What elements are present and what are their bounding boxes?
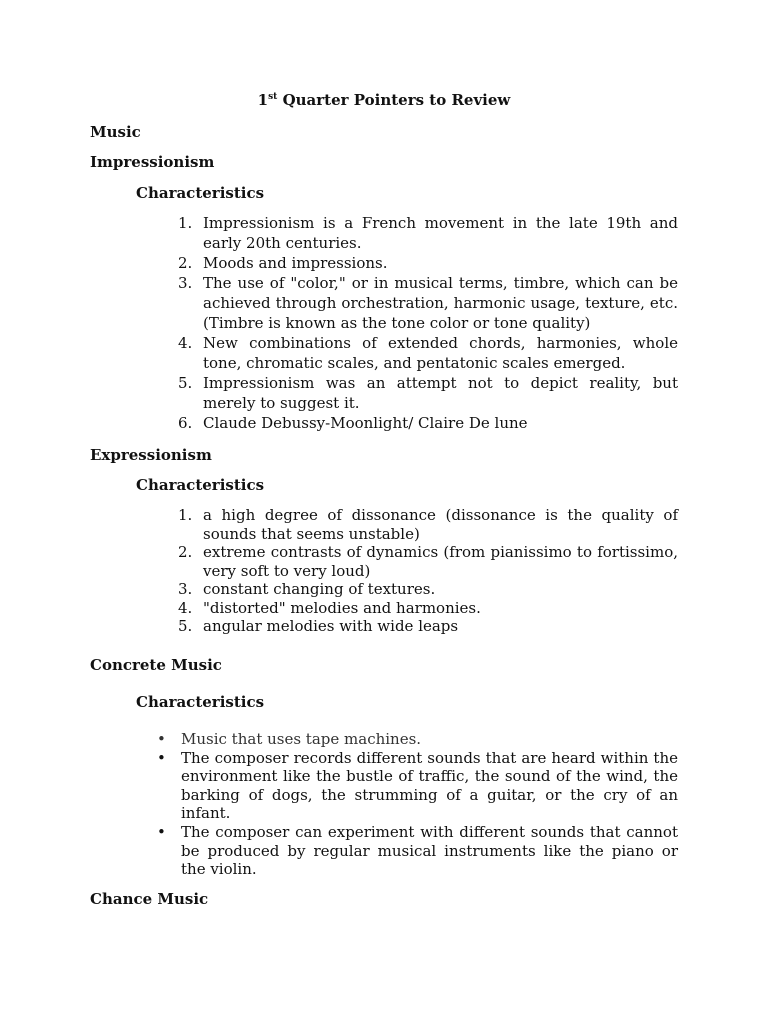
- expressionism-heading: Expressionism: [90, 446, 212, 464]
- subject-heading: Music: [90, 123, 141, 141]
- list-item: 1. Impressionism is a French movement in the late 19th and early 20th centuries.: [178, 214, 678, 252]
- list-item: 1. a high degree of dissonance (dissonance is the quality of sounds that seems unstable): [178, 506, 678, 543]
- list-item: 6. Claude Debussy-Moonlight/ Claire De lune: [178, 414, 528, 432]
- list-item: 4. "distorted" melodies and harmonies.: [178, 598, 481, 617]
- impressionism-characteristics-heading: Characteristics: [136, 184, 265, 202]
- bullet-icon: •: [157, 748, 166, 767]
- expressionism-characteristics-heading: Characteristics: [136, 476, 265, 494]
- list-item: • Music that uses tape machines.: [157, 730, 422, 748]
- concrete-heading: Concrete Music: [90, 656, 222, 674]
- concrete-characteristics-heading: Characteristics: [136, 693, 265, 711]
- expressionism-list: [178, 506, 678, 636]
- list-item: 5. Impressionism was an attempt not to depict reality, but merely to suggest it.: [178, 374, 678, 412]
- chance-heading: Chance Music: [90, 890, 209, 908]
- impressionism-list: [178, 213, 678, 433]
- list-item: 5. angular melodies with wide leaps: [178, 617, 459, 635]
- list-item: 3. constant changing of textures.: [178, 580, 436, 598]
- bullet-icon: •: [157, 730, 166, 748]
- impressionism-heading: Impressionism: [90, 153, 215, 171]
- list-item: 3. The use of "color," or in musical terms, timbre, which can be achieved through orchestration, harmonic usage, texture, etc. (Timbre is known as the tone color or tone quality): [178, 274, 678, 332]
- list-item: 2. extreme contrasts of dynamics (from pianissimo to fortissimo, very soft to very loud): [178, 543, 678, 580]
- list-item: • The composer can experiment with different sounds that cannot be produced by regular musical instruments like the piano or the violin.: [157, 822, 678, 879]
- page-title: 1st Quarter Pointers to Review: [257, 91, 511, 109]
- concrete-list: [156, 730, 678, 879]
- list-item: 4. New combinations of extended chords, harmonies, whole tone, chromatic scales, and pentatonic scales emerged.: [178, 334, 678, 372]
- list-item: 2. Moods and impressions.: [178, 254, 388, 272]
- bullet-icon: •: [157, 822, 166, 841]
- list-item: • The composer records different sounds that are heard within the environment like the bustle of traffic, the sound of the wind, the barking of dogs, the strumming of a guitar, or the cry of an infant.: [157, 748, 678, 823]
